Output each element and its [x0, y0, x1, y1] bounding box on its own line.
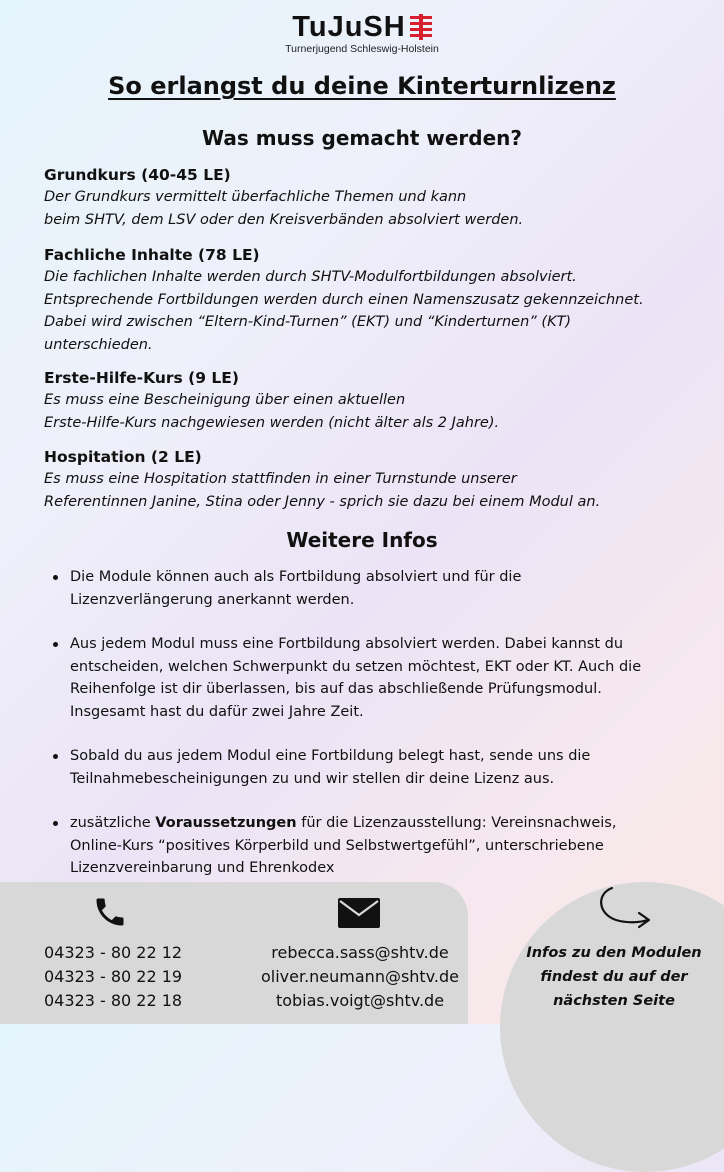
section-line: Der Grundkurs vermittelt überfachliche Themen und kann	[44, 189, 467, 205]
list-item	[50, 633, 690, 723]
section-line: Es muss eine Bescheinigung über einen aktuellen	[44, 392, 406, 408]
list-item-prefix: zusätzliche	[70, 815, 156, 831]
phone-number: 04323 - 80 22 19	[44, 967, 183, 986]
list-item-line	[70, 812, 690, 835]
section-hospitation	[44, 446, 694, 513]
email-list	[240, 941, 480, 1013]
next-page-note	[514, 941, 714, 1013]
section-body	[44, 186, 694, 231]
info-list	[50, 566, 690, 902]
section-line: beim SHTV, dem LSV oder den Kreisverbänden absolviert werden.	[44, 211, 524, 228]
section-body	[44, 266, 694, 356]
section-line: Referentinnen Janine, Stina oder Jenny - sprich sie dazu bei einem Modul an.	[44, 493, 601, 510]
logo-subtitle: Turnerjugend Schleswig-Holstein	[285, 43, 439, 55]
email-address: rebecca.sass@shtv.de	[271, 943, 449, 962]
section-line: unterschieden.	[44, 336, 153, 353]
curved-arrow-icon	[594, 884, 654, 930]
list-item-line: Teilnahmebescheinigungen zu und wir stellen dir deine Lizenz aus.	[70, 770, 555, 787]
section-line: Entsprechende Fortbildungen werden durch einen Namenszusatz gekennzeichnet.	[44, 291, 644, 308]
list-item-line: Lizenzverlängerung anerkannt werden.	[70, 591, 355, 608]
section-body	[44, 468, 694, 513]
section-line: Erste-Hilfe-Kurs nachgewiesen werden (nicht älter als 2 Jahre).	[44, 414, 500, 431]
section-heading: Was muss gemacht werden?	[201, 126, 523, 150]
email-address: oliver.neumann@shtv.de	[260, 967, 460, 986]
email-address: tobias.voigt@shtv.de	[275, 991, 445, 1010]
section-title: Erste-Hilfe-Kurs (9 LE)	[44, 369, 239, 387]
phone-list	[44, 941, 182, 1013]
logo	[0, 12, 724, 55]
list-item-line: Lizenzvereinbarung und Ehrenkodex	[70, 860, 335, 876]
section-line: Dabei wird zwischen “Eltern-Kind-Turnen” (EKT) und “Kinderturnen” (KT)	[44, 314, 572, 330]
section-erste-hilfe	[44, 367, 694, 434]
list-item-line: Reihenfolge ist dir überlassen, bis auf das abschließende Prüfungsmodul.	[70, 681, 602, 697]
logo-emblem-icon	[410, 14, 432, 40]
list-item-line: Die Module können auch als Fortbildung absolviert und für die	[70, 569, 522, 585]
section-line: Die fachlichen Inhalte werden durch SHTV-Modulfortbildungen absolviert.	[44, 269, 577, 285]
list-item	[50, 745, 690, 790]
list-item	[50, 812, 690, 880]
section-title: Fachliche Inhalte (78 LE)	[44, 246, 260, 264]
mail-icon	[338, 898, 380, 928]
section-fachliche-inhalte	[44, 244, 694, 356]
list-item-strong: Voraussetzungen	[155, 815, 297, 831]
page-title: So erlangst du deine Kinterturnlizenz	[108, 72, 616, 100]
section-title: Grundkurs (40-45 LE)	[44, 166, 231, 184]
list-item-line: Sobald du aus jedem Modul eine Fortbildung belegt hast, sende uns die	[70, 748, 591, 764]
list-item-line: Online-Kurs “positives Körperbild und Selbstwertgefühl”, unterschriebene	[70, 837, 604, 854]
list-item	[50, 566, 690, 611]
note-line: nächsten Seite	[553, 993, 675, 1009]
section-body	[44, 389, 694, 434]
phone-number: 04323 - 80 22 12	[44, 943, 183, 962]
info-heading: Weitere Infos	[286, 528, 438, 552]
section-grundkurs	[44, 164, 694, 231]
phone-icon	[92, 894, 128, 930]
phone-number: 04323 - 80 22 18	[44, 991, 183, 1010]
note-line: Infos zu den Modulen	[526, 945, 702, 961]
section-title: Hospitation (2 LE)	[44, 448, 202, 466]
list-item-line: Aus jedem Modul muss eine Fortbildung absolviert werden. Dabei kannst du	[70, 636, 624, 652]
logo-text: TuJuSH	[292, 11, 406, 43]
note-line: findest du auf der	[540, 969, 688, 985]
list-item-line: Insgesamt hast du dafür zwei Jahre Zeit.	[70, 703, 364, 720]
list-item-suffix: für die Lizenzausstellung: Vereinsnachweis,	[296, 815, 617, 831]
section-line: Es muss eine Hospitation stattfinden in einer Turnstunde unserer	[44, 471, 517, 487]
list-item-line: entscheiden, welchen Schwerpunkt du setzen möchtest, EKT oder KT. Auch die	[70, 658, 642, 675]
